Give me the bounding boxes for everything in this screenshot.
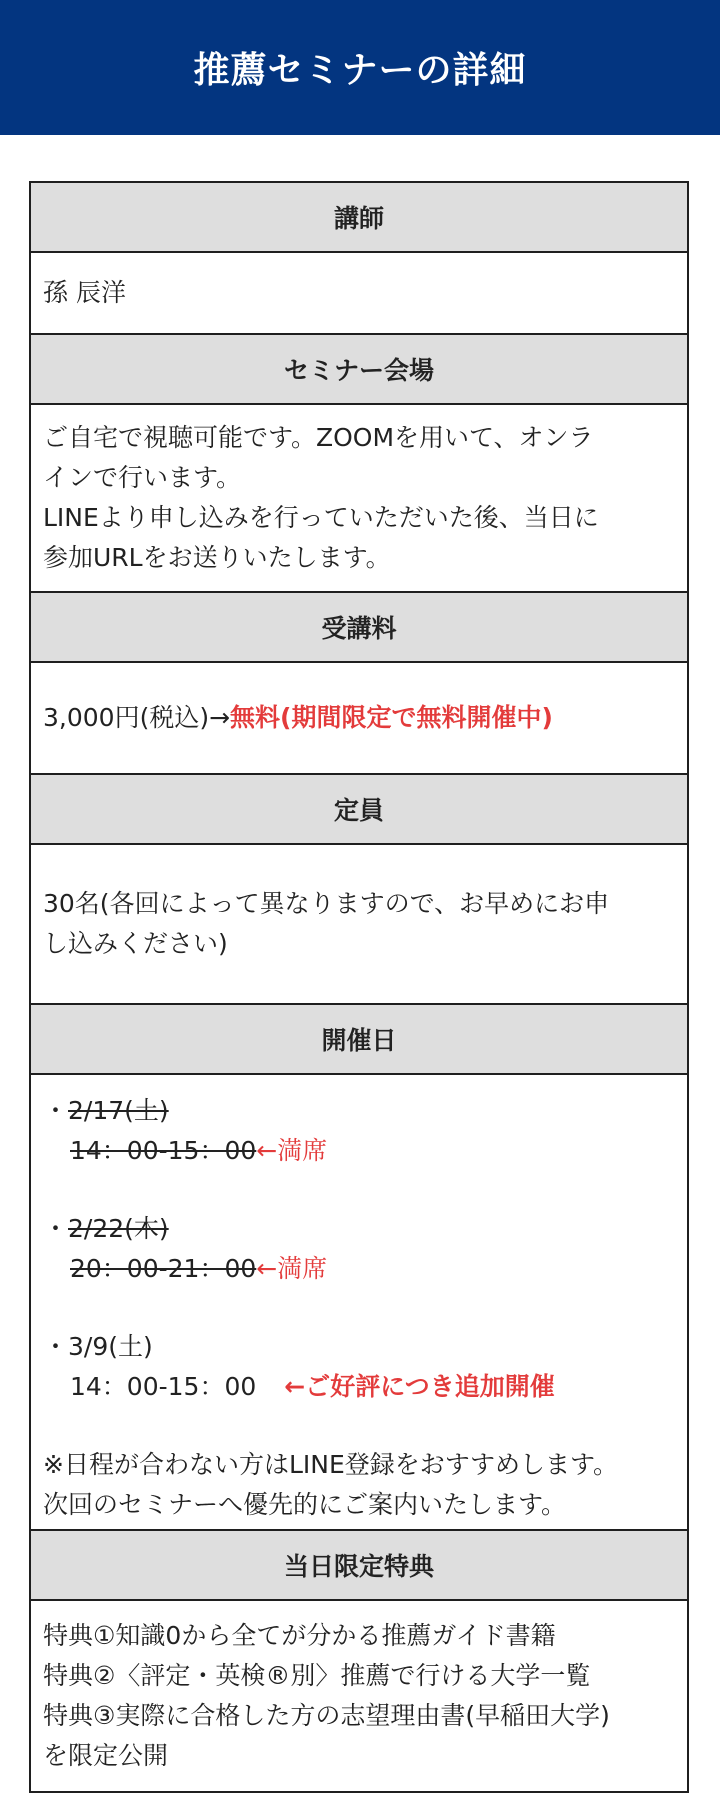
benefit-line: 特典③実際に合格した方の志望理由書(早稲田大学) [43,1701,610,1730]
page-title: 推薦セミナーの詳細 [193,50,527,91]
schedule-time-line [43,1367,675,1407]
schedule-item [43,1327,675,1407]
schedule-note-line: 次回のセミナーへ優先的にご案内いたします。 [43,1490,567,1519]
venue-text-line: 参加URLをお送りいたします。 [43,543,391,572]
fee-text [43,698,675,738]
schedule-item [43,1209,675,1289]
seminar-detail-table [29,181,689,1793]
venue-header: セミナー会場 [31,335,687,405]
fee-free-notice: 無料(期間限定で無料開催中) [230,703,553,732]
capacity-cell [31,845,687,1005]
benefit-line: 特典②〈評定・英検®別〉推薦で行ける大学一覧 [43,1661,591,1690]
venue-text-line: ご自宅で視聴可能です。ZOOMを用いて、オンラ [43,423,594,452]
lecturer-name: 孫 辰洋 [43,278,126,307]
venue-text-line: LINEより申し込みを行っていただいた後、当日に [43,503,599,532]
schedule-item [43,1091,675,1171]
lecturer-cell [31,253,687,335]
fee-header: 受講料 [31,593,687,663]
page-header [0,0,720,135]
fee-cell [31,663,687,775]
benefit-line: 特典①知識0から全てが分かる推薦ガイド書籍 [43,1621,556,1650]
schedule-time-line [43,1131,675,1171]
bullet: ・ [43,1214,69,1243]
bullet: ・ [43,1096,69,1125]
benefits-header: 当日限定特典 [31,1531,687,1601]
schedule-time-line [43,1249,675,1289]
schedule-time: 14：00-15：00 [70,1136,257,1165]
schedule-date-line [43,1209,675,1249]
lecturer-header: 講師 [31,183,687,253]
schedule-date: 2/17(土) [68,1096,169,1125]
benefits-cell [31,1601,687,1791]
capacity-text-line: 30名(各回によって異なりますので、お早めにお申 [43,889,610,918]
schedule-status: ←満席 [256,1254,328,1283]
fee-price: 3,000円(税込)→ [43,703,231,732]
capacity-text-line: し込みください) [43,929,228,958]
benefit-line: を限定公開 [43,1741,169,1770]
schedule-status: ←満席 [256,1136,328,1165]
capacity-header: 定員 [31,775,687,845]
schedule-date-line [43,1091,675,1131]
schedule-date-line [43,1327,675,1367]
venue-cell [31,405,687,593]
dates-cell [31,1075,687,1531]
schedule-status: ←ご好評につき追加開催 [284,1372,555,1401]
schedule-time: 14：00-15：00 [70,1372,257,1401]
schedule-time: 20：00-21：00 [70,1254,257,1283]
venue-text-line: インで行います。 [43,463,242,492]
schedule-date: 2/22(木) [68,1214,169,1243]
bullet: ・ [43,1332,69,1361]
schedule-date: 3/9(土) [68,1332,153,1361]
schedule-note-line: ※日程が合わない方はLINE登録をおすすめします。 [43,1450,618,1479]
dates-header: 開催日 [31,1005,687,1075]
